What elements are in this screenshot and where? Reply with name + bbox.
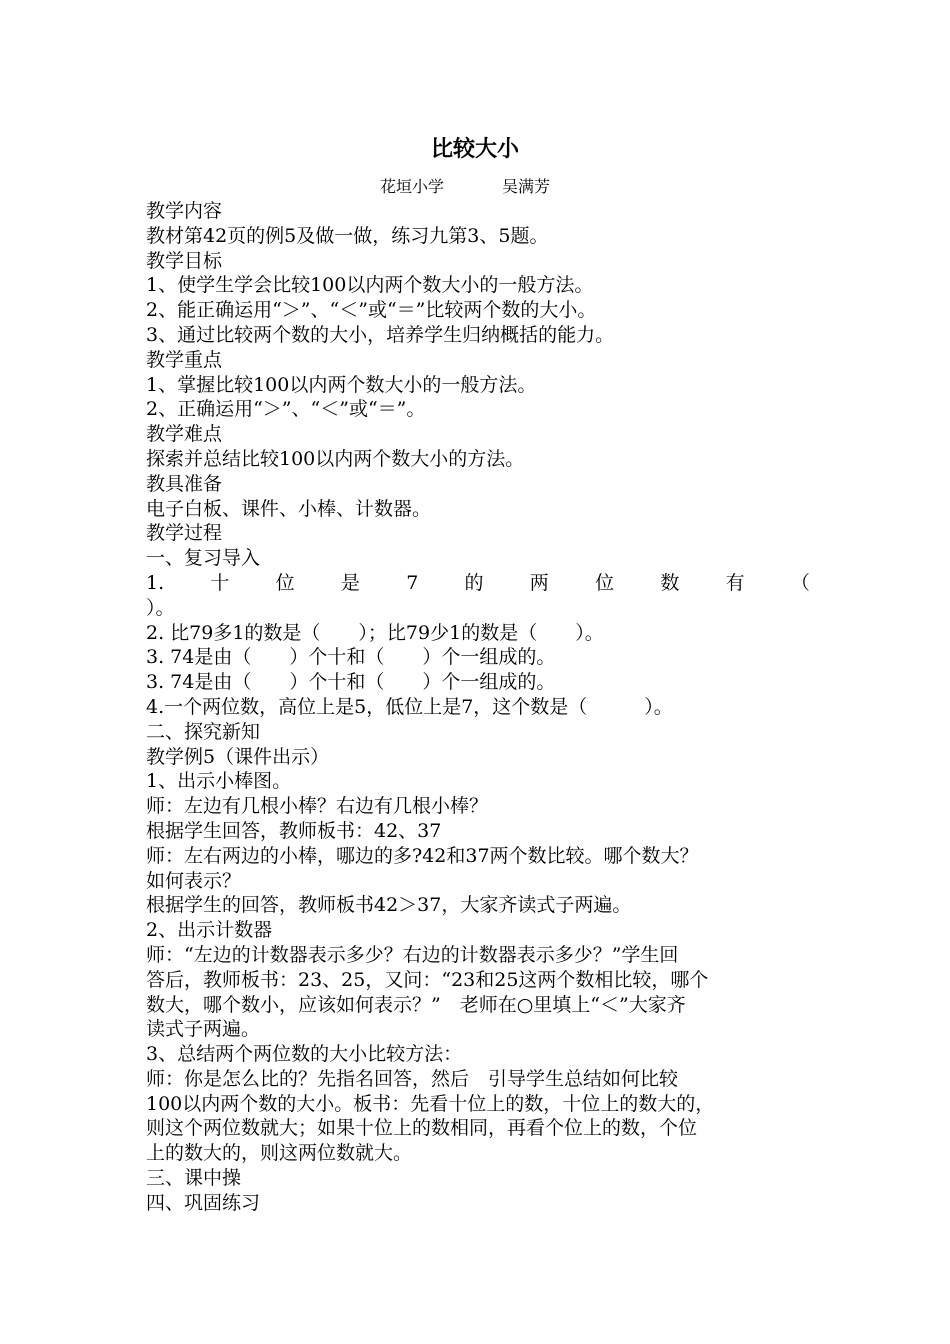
spread-token: 两 <box>529 571 549 594</box>
text-line: 上的数大的，则这两位数就大。 <box>146 1142 413 1165</box>
text-line: 教学目标 <box>146 249 223 272</box>
text-line: 则这个两位数就大；如果十位上的数相同，再看个位上的数，个位 <box>146 1117 698 1140</box>
text-line: 数大，哪个数小，应该如何表示？” 老师在○里填上“＜”大家齐 <box>146 993 686 1016</box>
text-line: 3、通过比较两个数的大小，培养学生归纳概括的能力。 <box>146 323 615 346</box>
text-line: 1、出示小棒图。 <box>146 770 292 793</box>
text-line: 3、总结两个两位数的大小比较方法： <box>146 1043 463 1066</box>
text-line: 读式子两遍。 <box>146 1018 261 1041</box>
author-name: 吴满芳 <box>502 177 551 196</box>
document-title: 比较大小 <box>430 136 519 162</box>
text-line: 三、课中操 <box>146 1167 242 1190</box>
text-line: 答后，教师板书：23、25，又问：“23和25这两个数相比较，哪个 <box>146 968 709 991</box>
document-body <box>146 199 810 1216</box>
text-line: 2、出示计数器 <box>146 919 273 942</box>
spread-token: 十 <box>210 571 230 594</box>
text-line: 根据学生的回答，教师板书42＞37，大家齐读式子两遍。 <box>146 894 632 917</box>
text-line: 教学过程 <box>146 522 223 545</box>
text-line: 2、能正确运用“＞”、“＜”或“＝”比较两个数的大小。 <box>146 299 597 322</box>
text-line: 师：左边有几根小棒？右边有几根小棒？ <box>146 795 489 818</box>
text-line: 电子白板、课件、小棒、计数器。 <box>146 497 432 520</box>
text-line: 教学重点 <box>146 348 223 371</box>
text-line: 100以内两个数的大小。板书：先看十位上的数，十位上的数大的， <box>146 1092 715 1115</box>
text-line: 3. 74是由（ ）个十和（ ）个一组成的。 <box>146 671 556 694</box>
spread-token: 1. <box>146 571 165 594</box>
text-line: 教学内容 <box>146 200 223 222</box>
text-line: 3. 74是由（ ）个十和（ ）个一组成的。 <box>146 646 556 669</box>
text-line: 4.一个两位数，高位上是5，低位上是7，这个数是（ ）。 <box>146 695 673 718</box>
text-line: 2. 比79多1的数是（ ）；比79少1的数是（ ）。 <box>146 621 604 644</box>
spread-token: 是 <box>340 571 360 594</box>
text-line: 教学例5（课件出示） <box>146 745 330 768</box>
text-line: 1、掌握比较100以内两个数大小的一般方法。 <box>146 373 537 396</box>
text-line: 教学难点 <box>146 423 223 446</box>
text-line: 探索并总结比较100以内两个数大小的方法。 <box>146 447 525 470</box>
text-line: 一、复习导入 <box>146 547 261 570</box>
text-line: 师：“左边的计数器表示多少？右边的计数器表示多少？”学生回 <box>146 943 679 966</box>
spread-token: 数 <box>660 571 680 594</box>
spread-token: （ <box>790 571 810 594</box>
text-line: 二、探究新知 <box>146 720 261 743</box>
spread-token: 有 <box>725 571 745 594</box>
spread-token: 的 <box>464 571 484 594</box>
text-line: 1、使学生学会比较100以内两个数大小的一般方法。 <box>146 274 594 297</box>
text-line: 四、巩固练习 <box>146 1191 261 1214</box>
text-line: 如何表示？ <box>146 869 242 892</box>
justified-question-line <box>146 571 810 596</box>
text-line: 2、正确运用“＞”、“＜”或“＝”。 <box>146 398 426 421</box>
text-line: 教具准备 <box>146 472 223 495</box>
spread-token: 7 <box>406 571 419 594</box>
byline <box>380 176 550 198</box>
text-line: 根据学生回答，教师板书：42、37 <box>146 819 442 842</box>
school-name: 花垣小学 <box>380 177 445 196</box>
text-line: 师：你是怎么比的？先指名回答，然后 引导学生总结如何比较 <box>146 1067 679 1090</box>
text-line: ）。 <box>146 596 175 619</box>
spread-token: 位 <box>595 571 615 594</box>
text-line: 师：左右两边的小棒，哪边的多?42和37两个数比较。哪个数大？ <box>146 844 699 867</box>
text-line: 教材第42页的例5及做一做，练习九第3、5题。 <box>146 224 549 247</box>
spread-token: 位 <box>275 571 295 594</box>
